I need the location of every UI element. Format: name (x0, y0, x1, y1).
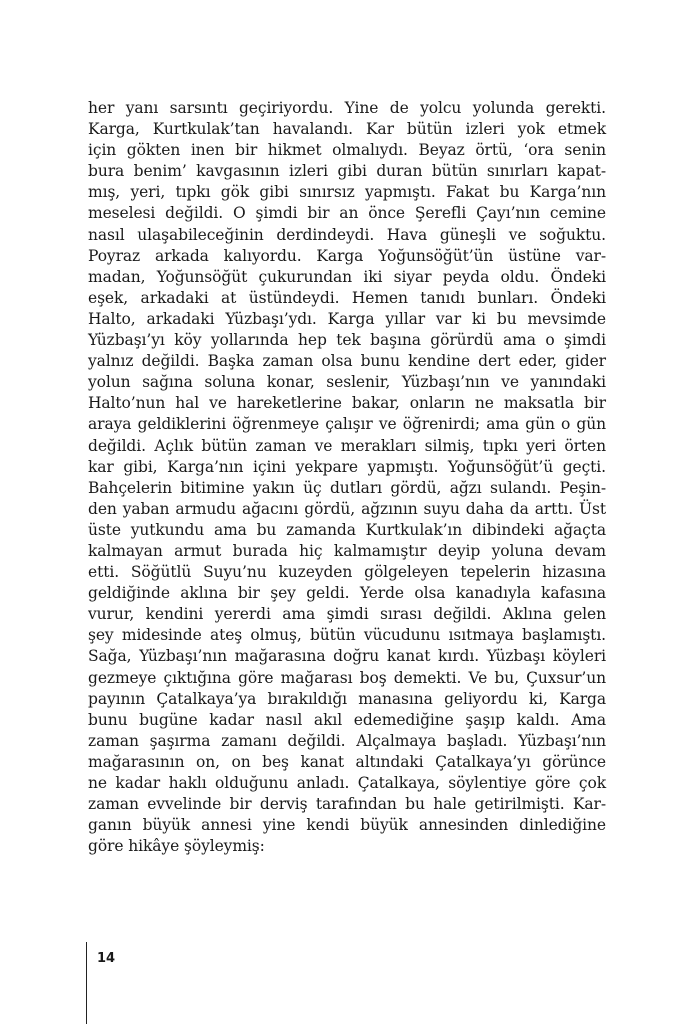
text-line: Poyraz arkada kalıyordu. Karga Yoğunsöğüt’ün üstüne var- (88, 246, 606, 265)
text-line: ne kadar haklı olduğunu anladı. Çatalkaya, söylentiye göre çok (88, 774, 606, 792)
text-line: Karga, Kurtkulak’tan havalandı. Kar bütün izleri yok etmek (88, 120, 606, 139)
text-line: madan, Yoğunsöğüt çukurundan iki siyar peyda oldu. Öndeki (88, 267, 606, 286)
text-line: den yaban armudu ağacını gördü, ağzının suyu daha da arttı. Üst (88, 499, 606, 518)
text-line: etti. Söğütlü Suyu’nu kuzeyden gölgeleyen tepelerin hizasına (88, 563, 606, 582)
text-line: mağarasının on, on beş kanat altındaki Çatalkaya’yı görünce (88, 752, 606, 771)
text-line: ganın büyük annesi yine kendi büyük annesinden dinlediğine (88, 816, 606, 835)
text-line: yalnız değildi. Başka zaman olsa bunu kendine dert eder, gider (88, 352, 606, 371)
text-line: kalmayan armut burada hiç kalmamıştır deyip yoluna devam (88, 541, 606, 560)
text-line: meselesi değildi. O şimdi bir an önce Şerefli Çayı’nın cemine (88, 204, 606, 223)
text-line: Halto, arkadaki Yüzbaşı’ydı. Karga yıllar var ki bu mevsimde (88, 309, 606, 328)
text-line: Halto’nun hal ve hareketlerine bakar, onların ne maksatla bir (88, 394, 606, 413)
text-line: mış, yeri, tıpkı gök gibi sınırsız yapmıştı. Fakat bu Karga’nın (88, 183, 606, 202)
text-line: zaman şaşırma zamanı değildi. Alçalmaya başladı. Yüzbaşı’nın (88, 731, 606, 750)
text-line: zaman evvelinde bir derviş tarafından bu hale getirilmişti. Kar- (88, 795, 606, 814)
text-line: nasıl ulaşabileceğinin derdindeydi. Hava güneşli ve soğuktu. (88, 225, 606, 244)
text-line: payının Çatalkaya’ya bırakıldığı manasına geliyordu ki, Karga (88, 689, 606, 708)
text-line: geldiğinde aklına bir şey geldi. Yerde olsa kanadıyla kafasına (88, 584, 606, 603)
text-line: her yanı sarsıntı geçiriyordu. Yine de yolcu yolunda gerekti. (88, 99, 606, 117)
body-text (88, 98, 606, 857)
text-line: değildi. Açlık bütün zaman ve merakları silmiş, tıpkı yeri örten (88, 436, 606, 455)
text-line: Yüzbaşı’yı köy yollarında hep tek başına görürdü ama o şimdi (88, 331, 606, 350)
text-line: kar gibi, Karga’nın içini yekpare yapmıştı. Yoğunsöğüt’ü geçti. (88, 457, 606, 476)
page-number: 14 (97, 951, 116, 966)
text-line: şey midesinde ateş olmuş, bütün vücudunu ısıtmaya başlamıştı. (88, 626, 606, 645)
text-line: araya geldiklerini öğrenmeye çalışır ve öğrenirdi; ama gün o gün (88, 415, 606, 434)
text-line: yolun sağına soluna konar, seslenir, Yüzbaşı’nın ve yanındaki (88, 373, 606, 392)
text-line: üste yutkundu ama bu zamanda Kurtkulak’ın dibindeki ağaçta (88, 520, 606, 539)
text-line: eşek, arkadaki at üstündeydi. Hemen tanıdı bunları. Öndeki (88, 288, 606, 307)
text-line: Bahçelerin bitimine yakın üç dutları gördü, ağzı sulandı. Peşin- (88, 478, 606, 497)
page-margin-rule (86, 942, 87, 1024)
text-line: Sağa, Yüzbaşı’nın mağarasına doğru kanat kırdı. Yüzbaşı köyleri (88, 647, 606, 666)
text-line: bura benim’ kavgasının izleri gibi duran bütün sınırları kapat- (88, 162, 606, 181)
text-line: vurur, kendini yererdi ama şimdi sırası değildi. Aklına gelen (88, 605, 606, 624)
text-line: gezmeye çıktığına göre mağarası boş demekti. Ve bu, Çuxsur’un (88, 668, 606, 687)
text-line: bunu bugüne kadar nasıl akıl edemediğine şaşıp kaldı. Ama (88, 710, 606, 729)
text-line: için gökten inen bir hikmet olmalıydı. Beyaz örtü, ‘ora senin (88, 141, 606, 160)
text-line: göre hikâye şöyleymiş: (88, 837, 265, 856)
